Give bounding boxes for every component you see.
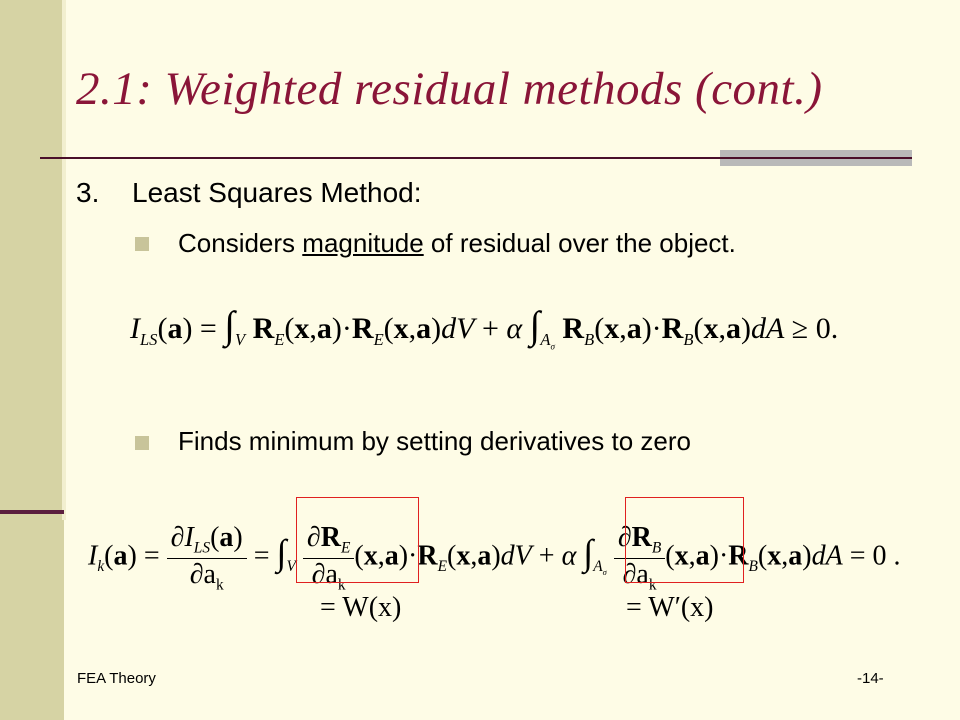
weight-highlight-box [625,497,744,583]
item-label: Least Squares Method: [132,177,422,208]
footer-page-number: -14- [857,670,884,687]
title-rule-accent-line [720,157,912,159]
weight-function-derivative-label: = W′(x) [626,592,714,623]
footer-course: FEA Theory [77,670,156,687]
left-accent-line [0,510,64,514]
left-decor-bar [0,0,64,720]
weight-function-label: = W(x) [320,592,402,623]
bullet-text-1: Considers magnitude of residual over the object. [178,228,736,258]
bullet-square-icon [135,436,149,450]
weight-highlight-box [296,497,419,583]
numbered-item [76,177,422,209]
bullet-square-icon [135,237,149,251]
least-squares-functional-equation: $I_{LS}(a) = \int_V$ $R_E(x,a)\cdot R_E(x,a)dV + \alpha$ $\int_{A_\sigma}$ $R_B(x,a)\cdot R_B(x,a)dA \ge 0$. [130,304,839,352]
slide-title: 2.1: Weighted residual methods (cont.) [76,63,823,115]
underlined-word: magnitude [302,228,424,258]
bullet-text-2: Finds minimum by setting derivatives to zero [178,426,691,456]
left-decor-line [62,0,66,520]
derivative-equation: $I_k(a)$ = $\frac{\partial I_{LS}(a)}{\partial a_k}$ = $\int_V$ $\frac{\partial R_E}{\partial a_k}$ $(x,a)\cdot R_E(x,a)dV + \alpha$ $\int_{A_\sigma}$ $\frac{\partial R_B}{\partial a_k}$ $(x,a)\cdot R_B(x,a)dA = 0$ . [88,522,901,594]
item-number: 3. [76,177,100,208]
